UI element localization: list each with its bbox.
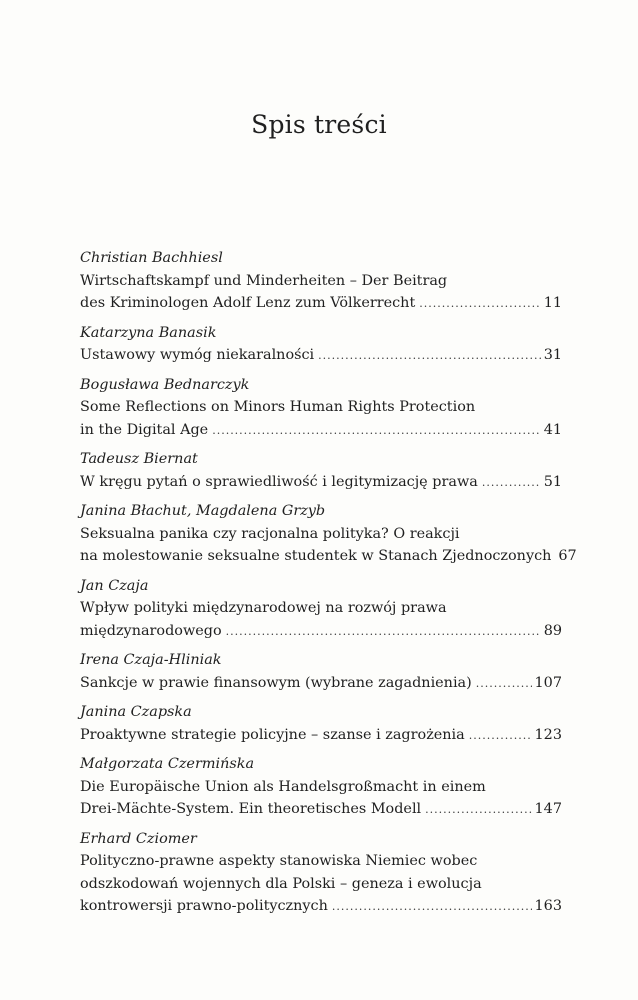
entry-title-line: Polityczno-prawne aspekty stanowiska Niemiec wobec [80,853,478,869]
dot-leader [419,293,540,316]
entry-author: Erhard Cziomer [80,830,197,847]
entry-title-line [80,620,562,644]
entry-title-text: W kręgu pytań o sprawiedliwość i legitymizację prawa [80,473,478,490]
entry-author: Bogusława Bednarczyk [80,376,250,393]
entry-author: Irena Czaja-Hliniak [80,652,222,668]
toc-entry [80,828,562,919]
toc-entry [80,247,562,316]
page-number: 107 [534,674,562,691]
page-number: 31 [543,347,562,363]
dot-leader [482,472,541,495]
entry-title-text: Sankcje w prawie finansowym (wybrane zagadnienia) [80,674,472,691]
entry-title-line [80,724,562,748]
dot-leader [318,345,541,368]
toc-entry [80,448,562,494]
entry-author: Katarzyna Banasik [80,324,217,341]
dot-leader [469,725,532,748]
entry-title-line [80,292,562,316]
entry-title-text: na molestowanie seksualne studentek w Stanach Zjednoczonych [80,548,552,564]
dot-leader [212,420,540,443]
toc-entry [80,500,577,569]
toc-entry [80,753,562,822]
entry-title-line: Wirtschaftskampf und Minderheiten – Der Beitrag [80,272,448,289]
entry-title-line: odszkodowań wojennych dla Polski – geneza i ewolucja [80,875,482,892]
entry-author: Janina Błachut, Magdalena Grzyb [80,503,326,519]
page-number: 67 [558,548,577,564]
entry-title-line: Wpływ polityki międzynarodowej na rozwój prawa [80,600,447,616]
entry-title-line [80,798,562,822]
entry-author: Janina Czapska [80,704,192,720]
entry-title-line [80,344,562,368]
entry-title-line [80,895,562,919]
entry-title-line [80,471,562,495]
entry-title-text: Ustawowy wymóg niekaralności [80,347,315,363]
entry-author: Tadeusz Biernat [80,451,198,467]
entry-author: Jan Czaja [80,577,149,594]
page-number: 123 [534,726,562,743]
entry-title-line [80,419,562,443]
page-number: 89 [543,622,562,639]
entry-author: Christian Bachhiesl [80,250,223,266]
dot-leader [332,896,532,919]
toc-entry [80,575,562,644]
dot-leader [226,621,541,644]
entry-title-text: des Kriminologen Adolf Lenz zum Völkerrecht [80,295,416,311]
entry-title-line: Die Europäische Union als Handelsgroßmacht in einem [80,778,486,795]
page-number: 41 [543,421,562,438]
toc-entry [80,374,562,443]
entry-title-line: Some Reflections on Minors Human Rights Protection [80,399,476,415]
entry-title-text: Drei-Mächte-System. Ein theoretisches Modell [80,801,422,817]
toc-entry [80,701,562,747]
entry-title-line [80,672,562,696]
dot-leader [476,673,532,696]
toc-entry [80,649,562,695]
page-title: Spis treści [251,110,387,139]
entry-author: Małgorzata Czermińska [80,756,255,772]
entry-title-text: in the Digital Age [80,421,209,438]
entry-title-text: kontrowersji prawno-politycznych [80,898,328,914]
page-number: 163 [534,898,562,914]
entry-title-line [80,545,577,569]
entry-title-line: Seksualna panika czy racjonalna polityka? O reakcji [80,525,460,542]
dot-leader [425,799,531,822]
page-number: 51 [543,473,562,490]
entry-title-text: międzynarodowego [80,622,222,639]
toc-entry [80,322,562,368]
page-number: 11 [543,295,562,311]
page-number: 147 [534,801,562,817]
entry-title-text: Proaktywne strategie policyjne – szanse i zagrożenia [80,726,465,743]
table-of-contents [80,247,577,925]
